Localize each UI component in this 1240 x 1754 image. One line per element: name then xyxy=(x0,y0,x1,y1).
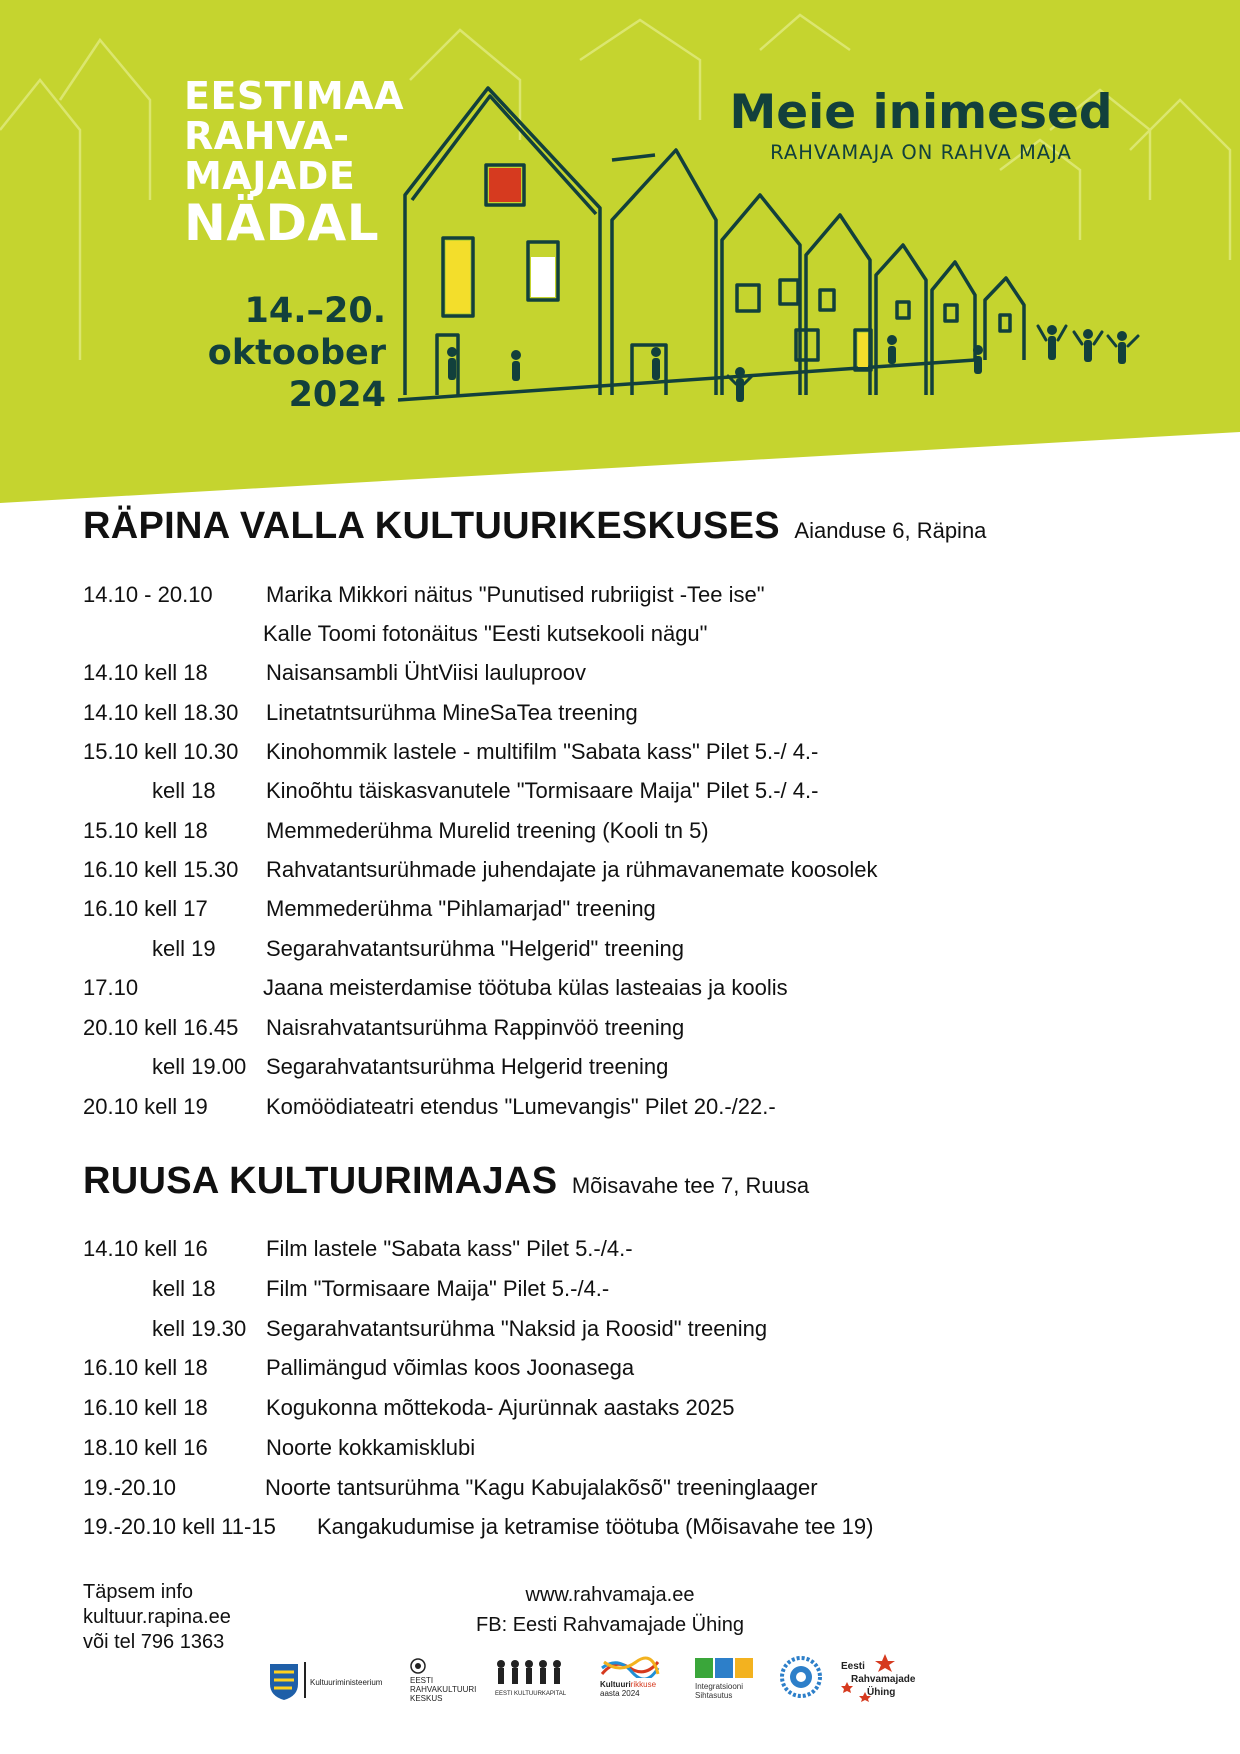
event-title: Memmederühma "Pihlamarjad" treening xyxy=(266,896,656,921)
event-time: 14.10 - 20.10 xyxy=(83,582,213,607)
week-dates xyxy=(70,290,386,416)
logo-text-line-3: KESKUS xyxy=(410,1694,443,1703)
event-title: Rahvatantsurühmade juhendajate ja rühmavanemate koosolek xyxy=(266,857,878,882)
puzzle-pieces-icon xyxy=(695,1656,755,1680)
section-address: Mõisavahe tee 7, Ruusa xyxy=(571,1173,810,1198)
event-time: kell 18 xyxy=(152,778,216,803)
estonian-coat-of-arms-icon xyxy=(268,1662,300,1702)
event-time: kell 19.30 xyxy=(152,1316,247,1341)
logo-text: EESTI KULTUURKAPITAL xyxy=(495,1691,567,1697)
event-time: 19.-20.10 kell 11-15 xyxy=(83,1514,276,1539)
event-time: 14.10 kell 18.30 xyxy=(83,700,239,725)
logo-text-rikkuse: rikkuse xyxy=(630,1680,657,1689)
logo-text-year: aasta 2024 xyxy=(600,1689,640,1698)
section-name: RUUSA KULTUURIMAJAS xyxy=(83,1160,558,1202)
logo-text-line-2: RAHVAKULTUURI xyxy=(410,1685,477,1694)
window-yellow-2 xyxy=(858,333,868,367)
event-title: Kinohommik lastele - multifilm "Sabata kass" Pilet 5.-/ 4.- xyxy=(266,739,819,764)
slogan-title: Meie inimesed xyxy=(729,85,1113,140)
contact-phone: või tel 796 1363 xyxy=(83,1631,225,1653)
event-title: Noorte tantsurühma "Kagu Kabujalakõsõ" treeninglaager xyxy=(265,1475,818,1500)
logo-kulka xyxy=(495,1648,575,1708)
window-white xyxy=(531,257,555,297)
event-title: Naisrahvatantsurühma Rappinvöö treening xyxy=(266,1015,685,1040)
event-title: Komöödiateatri etendus "Lumevangis" Pilet 20.-/22.- xyxy=(266,1094,776,1119)
event-time: 16.10 kell 15.30 xyxy=(83,857,239,882)
event-title: Memmederühma Murelid treening (Kooli tn 5) xyxy=(266,818,709,843)
section-heading-ruusa xyxy=(83,1160,809,1203)
event-title: Jaana meisterdamise töötuba külas lasteaias ja koolis xyxy=(263,975,788,1000)
footer-links xyxy=(440,1580,780,1640)
event-title: Linetatntsurühma MineSaTea treening xyxy=(266,700,638,725)
contact-info xyxy=(83,1580,231,1655)
window-yellow-1 xyxy=(446,241,470,313)
week-dates-line-1: 14.–20. oktoober xyxy=(207,291,386,373)
event-time: 15.10 kell 18 xyxy=(83,818,208,843)
logo-erk xyxy=(410,1648,480,1708)
banner xyxy=(0,0,1240,510)
event-title: Film "Tormisaare Maija" Pilet 5.-/4.- xyxy=(266,1276,610,1301)
section-name: RÄPINA VALLA KULTUURIKESKUSES xyxy=(83,505,780,547)
event-time: 17.10 xyxy=(83,975,139,1000)
logo-kultuuriministeerium xyxy=(268,1648,398,1708)
logo-text-line-1: EESTI xyxy=(410,1676,434,1685)
event-title: Kalle Toomi fotonäitus "Eesti kutsekooli nägu" xyxy=(263,621,708,646)
logo-text-line-2: Rahvamajade xyxy=(851,1674,916,1685)
week-title-line-1: EESTIMAA xyxy=(184,74,404,118)
event-time: 15.10 kell 10.30 xyxy=(83,739,239,764)
slogan-subtitle: RAHVAMAJA ON RAHVA MAJA xyxy=(770,141,1072,164)
event-time: 19.-20.10 xyxy=(83,1475,176,1500)
contact-website[interactable]: kultuur.rapina.ee xyxy=(83,1606,231,1628)
week-title-line-3: MAJADE xyxy=(184,154,356,198)
kulka-figures-icon xyxy=(495,1658,567,1686)
event-title: Film lastele "Sabata kass" Pilet 5.-/4.- xyxy=(266,1236,633,1261)
window-red xyxy=(489,168,521,202)
logo-text: Kultuuriministeerium xyxy=(310,1678,383,1687)
logo-text-line-3: Ühing xyxy=(867,1687,896,1698)
logo-round-seal xyxy=(780,1648,824,1708)
event-time: 20.10 kell 16.45 xyxy=(83,1015,239,1040)
week-title xyxy=(184,76,404,250)
round-seal-icon xyxy=(780,1656,822,1698)
logo-text-line-1: Eesti xyxy=(841,1661,865,1672)
event-title: Marika Mikkori näitus "Punutised rubriigist -Tee ise" xyxy=(266,582,765,607)
event-time: kell 19.00 xyxy=(152,1054,247,1079)
facebook-link[interactable]: FB: Eesti Rahvamajade Ühing xyxy=(476,1614,744,1636)
contact-heading: Täpsem info xyxy=(83,1581,194,1603)
logo-eesti-rahvamajade-uhing xyxy=(835,1648,935,1708)
ribbon-icon xyxy=(600,1656,660,1678)
event-time: 16.10 kell 18 xyxy=(83,1355,208,1380)
week-dates-line-2: 2024 xyxy=(288,375,386,415)
logo-text-line-2: Sihtasutus xyxy=(695,1691,733,1700)
event-time: 16.10 kell 17 xyxy=(83,896,208,921)
event-time: 14.10 kell 18 xyxy=(83,660,208,685)
week-title-big: NÄDAL xyxy=(184,194,380,252)
section-heading-rapina xyxy=(83,505,986,548)
logo-text-line-1: Integratsiooni xyxy=(695,1682,744,1691)
event-time: 14.10 kell 16 xyxy=(83,1236,208,1261)
event-title: Pallimängud võimlas koos Joonasega xyxy=(266,1355,635,1380)
event-time: 16.10 kell 18 xyxy=(83,1395,208,1420)
logo-integratsiooni-sihtasutus xyxy=(695,1648,765,1708)
event-title: Kinoõhtu täiskasvanutele "Tormisaare Maija" Pilet 5.-/ 4.- xyxy=(266,778,819,803)
event-title: Segarahvatantsurühma "Naksid ja Roosid" treening xyxy=(266,1316,768,1341)
event-title: Segarahvatantsurühma Helgerid treening xyxy=(266,1054,669,1079)
section-address: Aianduse 6, Räpina xyxy=(794,518,987,543)
event-title: Noorte kokkamisklubi xyxy=(266,1435,476,1460)
event-title: Kangakudumise ja ketramise töötuba (Mõisavahe tee 19) xyxy=(317,1514,874,1539)
logo-text-kultuuri: Kultuuri xyxy=(600,1680,631,1689)
event-title: Naisansambli ÜhtViisi lauluproov xyxy=(266,660,586,685)
website-link[interactable]: www.rahvamaja.ee xyxy=(525,1584,695,1606)
event-title: Kogukonna mõttekoda- Ajurünnak aastaks 2025 xyxy=(266,1395,735,1420)
event-time: kell 18 xyxy=(152,1276,216,1301)
week-title-line-2: RAHVA- xyxy=(184,114,350,158)
slogan xyxy=(716,86,1126,166)
event-time: kell 19 xyxy=(152,936,216,961)
logo-kultuuririkkuse-aasta xyxy=(600,1648,670,1708)
event-title: Segarahvatantsurühma "Helgerid" treening xyxy=(266,936,684,961)
event-time: 18.10 kell 16 xyxy=(83,1435,208,1460)
erk-symbol-icon xyxy=(410,1658,426,1674)
event-time: 20.10 kell 19 xyxy=(83,1094,208,1119)
sponsor-logos xyxy=(260,1648,940,1708)
